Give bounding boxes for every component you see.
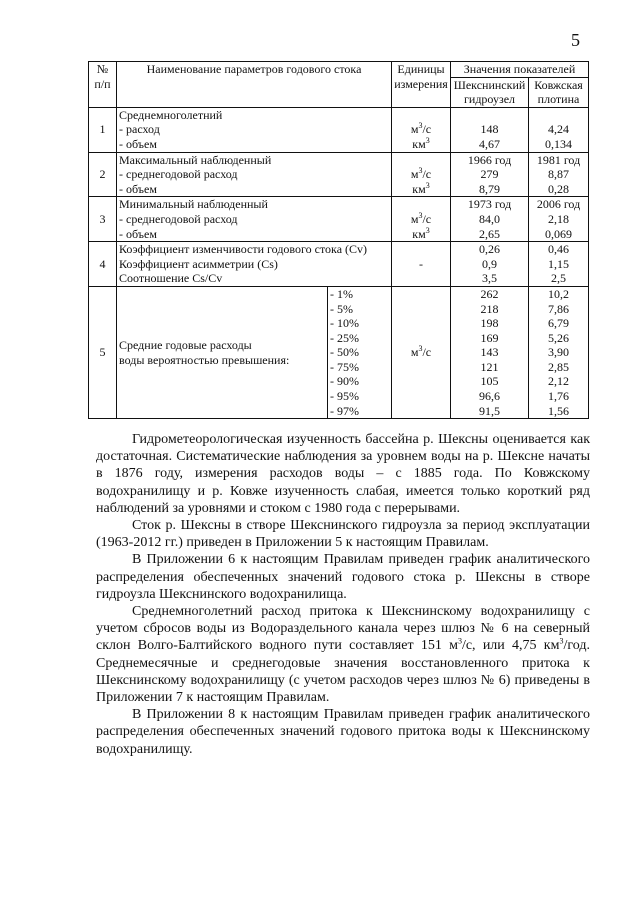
- paragraph: Гидрометеорологическая изученность бассейна р. Шексны оценивается как достаточная. Систематические наблюдения за уровнем воды на р. Шексне начаты в 1876 году, измерения расходов воды – с 1885 года. По Ковжскому водохранилищу и р. Ковже изученность слабая, имеется только короткий ряд наблюдений за уровнями и стоком с 1980 года с перерывами.: [96, 432, 590, 516]
- row-num: 2: [89, 152, 117, 197]
- row-col2: 2006 год 2,18 0,069: [529, 197, 589, 242]
- paragraph: Среднемноголетний расход притока к Шекснинскому водохранилищу с учетом сбросов воды из Водораздельного канала через шлюз № 6 на северный склон Волго-Балтийского водного пути составляет 151 $м^3/с$, или 4,75 $км^3$/год. Среднемесячные и среднегодовые значения восстановленного притока к Шекснинскому водохранилищу (с учетом расходов через шлюз № 6) приведены в Приложении 7 к настоящим Правилам.: [96, 604, 590, 706]
- paragraph: В Приложении 6 к настоящим Правилам приведен график аналитического распределения обеспеченных значений годового стока р. Шексны в створе гидроузла Шекснинского водохранилища.: [96, 552, 590, 602]
- row-col2: 1981 год 8,87 0,28: [529, 152, 589, 197]
- header-num: № п/п: [89, 62, 117, 108]
- row-unit: $м^3/с$ $км^3$: [392, 152, 451, 197]
- table-row: [89, 152, 589, 197]
- row-name: Максимальный наблюденный - среднегодовой расход - объем: [117, 152, 392, 197]
- row-name: Среднемноголетний - расход - объем: [117, 107, 392, 152]
- row-col1: 1973 год 84,0 2,65: [451, 197, 529, 242]
- row-name: Средние годовые расходы воды вероятностью превышения:: [117, 286, 328, 418]
- body-text: [96, 431, 590, 758]
- row-col1: 0,26 0,9 3,5: [451, 242, 529, 287]
- row-unit: $м^3/с$ $км^3$: [392, 197, 451, 242]
- row-col2: 10,2 7,86 6,79 5,26 3,90 2,85 2,12 1,76 1,56: [529, 286, 589, 418]
- header-values-group: Значения показателей: [451, 62, 589, 78]
- row-col1: 262 218 198 169 143 121 105 96,6 91,5: [451, 286, 529, 418]
- table-row: [89, 242, 589, 287]
- row-col2: 4,24 0,134: [529, 107, 589, 152]
- row-col1: 148 4,67: [451, 107, 529, 152]
- paragraph: Сток р. Шексны в створе Шекснинского гидроузла за период эксплуатации (1963-2012 гг.) приведен в Приложении 5 к настоящим Правилам.: [96, 518, 590, 551]
- row-unit: $м^3/с$: [392, 286, 451, 418]
- row-num: 5: [89, 286, 117, 418]
- table-header-row: [89, 62, 589, 78]
- parameters-table: [88, 61, 589, 419]
- row-col2: 0,46 1,15 2,5: [529, 242, 589, 287]
- paragraph: В Приложении 8 к настоящим Правилам приведен график аналитического распределения обеспеченных значений годового притока воды к Шекснинскому водохранилищу.: [96, 707, 590, 757]
- table-row: [89, 107, 589, 152]
- row-num: 4: [89, 242, 117, 287]
- header-unit: Единицы измерения: [392, 62, 451, 108]
- row-probabilities: - 1% - 5% - 10% - 25% - 50% - 75% - 90% - 95% - 97%: [328, 286, 392, 418]
- row-num: 3: [89, 197, 117, 242]
- row-name: Коэффициент изменчивости годового стока (Cv) Коэффициент асимметрии (Cs) Соотношение Cs/Cv: [117, 242, 392, 287]
- table-row: [89, 286, 589, 418]
- header-col2: Ковжская плотина: [529, 77, 589, 107]
- header-col1: Шекснинский гидроузел: [451, 77, 529, 107]
- row-unit: -: [392, 242, 451, 287]
- row-col1: 1966 год 279 8,79: [451, 152, 529, 197]
- row-unit: $м^3/с$ $км^3$: [392, 107, 451, 152]
- page-number: 5: [571, 30, 580, 50]
- header-name: Наименование параметров годового стока: [117, 62, 392, 108]
- table-row: [89, 197, 589, 242]
- row-num: 1: [89, 107, 117, 152]
- row-name: Минимальный наблюденный - среднегодовой расход - объем: [117, 197, 392, 242]
